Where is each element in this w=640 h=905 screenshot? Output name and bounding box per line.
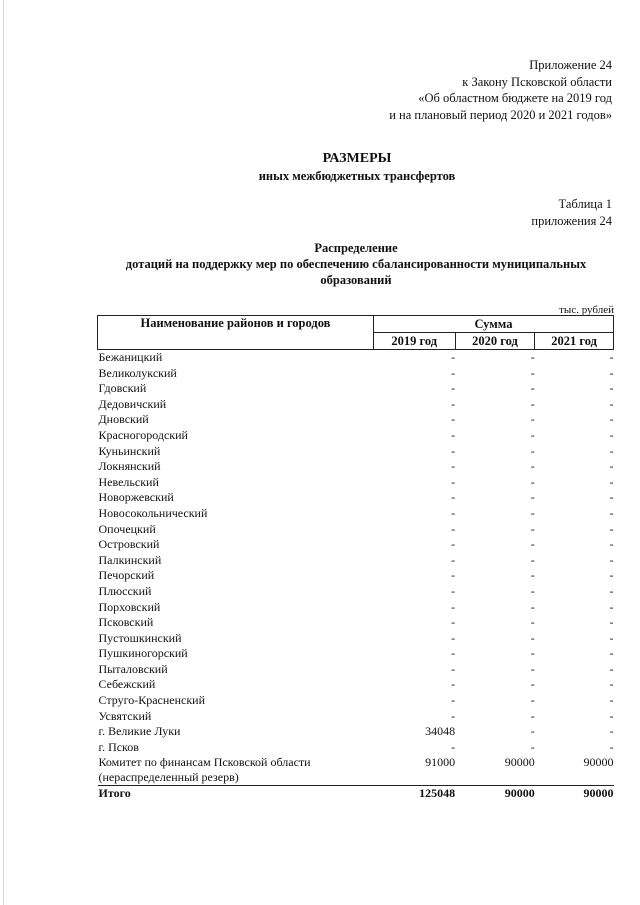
table-row xyxy=(98,568,614,584)
row-value-2020: 90000 xyxy=(504,755,535,770)
row-value-2019: - xyxy=(451,615,456,630)
table-row-reserve xyxy=(98,755,614,786)
row-value-2020: - xyxy=(530,521,535,536)
row-value-2021: - xyxy=(609,739,614,754)
row-value-2021: - xyxy=(609,474,614,489)
row-name: г. Великие Луки xyxy=(98,724,181,739)
row-value-2019: - xyxy=(451,537,456,552)
row-value-2020: - xyxy=(530,724,535,739)
row-value-2020: - xyxy=(530,537,535,552)
row-name: Итого xyxy=(98,786,374,802)
row-value-2021: - xyxy=(609,490,614,505)
table-heading-line: образований xyxy=(320,273,392,287)
units-label: тыс. рублей xyxy=(559,304,614,316)
table-row xyxy=(98,646,614,662)
row-value-2021: - xyxy=(609,708,614,723)
row-value-2021: - xyxy=(609,459,614,474)
row-name: Великолукский xyxy=(98,365,177,380)
row-name: Порховский xyxy=(98,599,161,614)
row-value-2019: - xyxy=(451,427,456,442)
row-value-2021: - xyxy=(609,412,614,427)
appendix-line: «Об областном бюджете на 2019 год xyxy=(418,91,612,105)
row-value-2019: 91000 xyxy=(425,755,456,770)
row-value-2019: - xyxy=(451,599,456,614)
row-value-2021: - xyxy=(609,427,614,442)
appendix-line: к Закону Псковской области xyxy=(462,74,612,89)
row-value-2020: - xyxy=(530,677,535,692)
row-value-2020: - xyxy=(530,381,535,396)
table-row xyxy=(98,553,614,569)
table-row xyxy=(98,662,614,678)
row-value-2021: - xyxy=(609,583,614,598)
row-value-2019: - xyxy=(451,693,456,708)
subsidy-table xyxy=(97,315,614,802)
row-name: Печорский xyxy=(98,568,155,583)
row-value-2019: - xyxy=(451,739,456,754)
row-name xyxy=(98,755,374,786)
row-value-2021: - xyxy=(609,521,614,536)
row-value-2021: - xyxy=(609,661,614,676)
row-value-2020: - xyxy=(530,412,535,427)
row-name: Новосокольнический xyxy=(98,505,208,520)
row-value-2020: - xyxy=(530,459,535,474)
row-value-2019: - xyxy=(451,365,456,380)
row-value-2019: - xyxy=(451,568,456,583)
row-value-2019: - xyxy=(451,661,456,676)
row-value-2020: - xyxy=(530,396,535,411)
row-value-2020: - xyxy=(530,568,535,583)
column-header-name: Наименование районов и городов xyxy=(98,316,374,350)
row-name: Плюсский xyxy=(98,583,152,598)
row-value-2021: - xyxy=(609,568,614,583)
table-row xyxy=(98,381,614,397)
table-row xyxy=(98,631,614,647)
table-row xyxy=(98,522,614,538)
column-header-year: 2021 год xyxy=(535,333,614,350)
row-value-2019: - xyxy=(451,521,456,536)
row-value-2019: - xyxy=(451,490,456,505)
table-row xyxy=(98,600,614,616)
row-value-2021: - xyxy=(609,630,614,645)
row-value-2020: - xyxy=(530,350,535,364)
column-header-year: 2020 год xyxy=(455,333,535,350)
row-value-2019: - xyxy=(451,443,456,458)
row-value-2021: - xyxy=(609,443,614,458)
table-row xyxy=(98,584,614,600)
appendix-line: и на плановый период 2020 и 2021 годов» xyxy=(389,107,612,122)
table-row xyxy=(98,724,614,740)
row-value-2020: - xyxy=(530,693,535,708)
column-header-year: 2019 год xyxy=(373,333,455,350)
table-heading-line: Распределение xyxy=(314,241,398,255)
row-value-2021: - xyxy=(609,537,614,552)
row-name: Куньинский xyxy=(98,443,161,458)
row-value-2020: 90000 xyxy=(455,786,535,802)
row-value-2021: 90000 xyxy=(535,786,614,802)
row-value-2020: - xyxy=(530,490,535,505)
row-name: Островский xyxy=(98,537,160,552)
row-value-2021: - xyxy=(609,552,614,567)
row-value-2020: - xyxy=(530,443,535,458)
table-reference xyxy=(531,196,612,229)
row-value-2020: - xyxy=(530,583,535,598)
row-name: Опочецкий xyxy=(98,521,156,536)
table-row xyxy=(98,490,614,506)
row-name: Красногородский xyxy=(98,427,188,442)
row-value-2020: - xyxy=(530,552,535,567)
row-name: Пустошкинский xyxy=(98,630,182,645)
row-name: Псковский xyxy=(98,615,154,630)
row-name: Усвятский xyxy=(98,708,152,723)
row-name: Палкинский xyxy=(98,552,162,567)
row-value-2021: 90000 xyxy=(583,755,614,770)
row-value-2021: - xyxy=(609,646,614,661)
table-row xyxy=(98,506,614,522)
row-value-2019: - xyxy=(451,350,456,364)
table-reference-line: Таблица 1 xyxy=(558,197,612,211)
row-value-2019: - xyxy=(451,381,456,396)
table-row xyxy=(98,693,614,709)
row-value-2019: - xyxy=(451,552,456,567)
table-row xyxy=(98,366,614,382)
row-value-2021: - xyxy=(609,396,614,411)
appendix-line: Приложение 24 xyxy=(529,58,612,72)
table-row xyxy=(98,709,614,725)
row-value-2019: 34048 xyxy=(425,724,456,739)
table-row xyxy=(98,459,614,475)
row-value-2020: - xyxy=(530,505,535,520)
row-value-2019: - xyxy=(451,630,456,645)
row-name: Пыталовский xyxy=(98,661,168,676)
row-value-2019: - xyxy=(451,708,456,723)
row-value-2020: - xyxy=(530,427,535,442)
row-value-2020: - xyxy=(530,646,535,661)
row-value-2021: - xyxy=(609,615,614,630)
row-name: Новоржевский xyxy=(98,490,174,505)
row-name: Дедовичский xyxy=(98,396,167,411)
table-row-total xyxy=(98,786,614,802)
row-value-2020: - xyxy=(530,708,535,723)
scan-edge xyxy=(3,0,4,905)
table-row xyxy=(98,537,614,553)
row-name-line: Комитет по финансам Псковской области xyxy=(98,755,311,770)
table-row xyxy=(98,615,614,631)
row-value-2020: - xyxy=(530,599,535,614)
row-value-2021: - xyxy=(609,505,614,520)
row-value-2021: - xyxy=(609,677,614,692)
row-value-2020: - xyxy=(530,365,535,380)
row-value-2019: - xyxy=(451,646,456,661)
row-value-2020: - xyxy=(530,661,535,676)
row-value-2020: - xyxy=(530,739,535,754)
table-row xyxy=(98,444,614,460)
row-value-2021: - xyxy=(609,599,614,614)
document-title: РАЗМЕРЫ xyxy=(322,151,392,166)
table-heading xyxy=(98,240,614,288)
row-value-2019: - xyxy=(451,459,456,474)
row-name: Гдовский xyxy=(98,381,147,396)
table-row xyxy=(98,397,614,413)
row-name: Локнянский xyxy=(98,459,161,474)
table-row xyxy=(98,475,614,491)
row-value-2019: - xyxy=(451,412,456,427)
row-name: Дновский xyxy=(98,412,149,427)
row-name: Себежский xyxy=(98,677,156,692)
row-value-2020: - xyxy=(530,630,535,645)
row-name-line: (нераспределенный резерв) xyxy=(98,770,239,785)
table-heading-line: дотаций на поддержку мер по обеспечению сбалансированности муниципальных xyxy=(125,257,587,271)
row-value-2021: - xyxy=(609,724,614,739)
row-value-2021: - xyxy=(609,365,614,380)
row-value-2021: - xyxy=(609,693,614,708)
row-value-2020: - xyxy=(530,615,535,630)
row-value-2021: - xyxy=(609,350,614,364)
row-value-2020: - xyxy=(530,474,535,489)
table-row xyxy=(98,350,614,366)
table-row xyxy=(98,412,614,428)
appendix-note xyxy=(389,57,612,123)
row-value-2019: - xyxy=(451,474,456,489)
row-name: Невельский xyxy=(98,474,159,489)
row-name: Бежаницкий xyxy=(98,350,163,364)
row-value-2019: - xyxy=(451,505,456,520)
column-header-sum: Сумма xyxy=(373,316,613,333)
table-header-row xyxy=(98,316,614,333)
row-value-2019: - xyxy=(451,677,456,692)
row-value-2021: - xyxy=(609,381,614,396)
document-subtitle: иных межбюджетных трансфертов xyxy=(258,169,456,183)
row-value-2019: - xyxy=(451,583,456,598)
row-value-2019: - xyxy=(451,396,456,411)
row-value-2019: 125048 xyxy=(373,786,455,802)
table-row xyxy=(98,677,614,693)
row-name: Струго-Красненский xyxy=(98,693,206,708)
row-name: Пушкиногорский xyxy=(98,646,188,661)
row-name: г. Псков xyxy=(98,739,139,754)
table-reference-line: приложения 24 xyxy=(531,213,612,228)
table-row xyxy=(98,428,614,444)
table-row xyxy=(98,740,614,756)
